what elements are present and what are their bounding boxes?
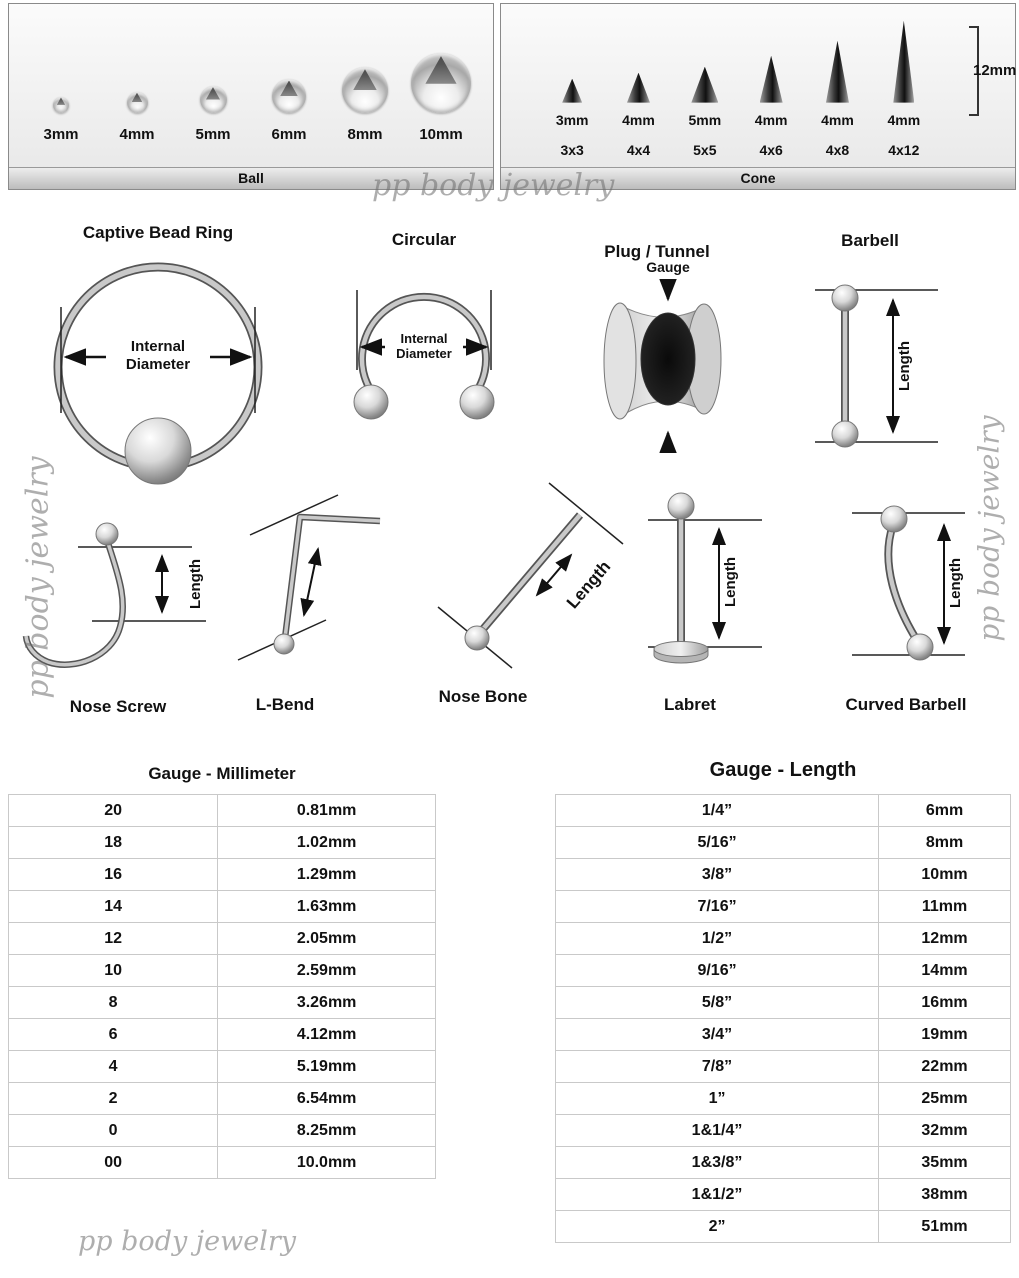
gauge-length-row: [556, 827, 1011, 859]
ball-size-label: 5mm: [195, 125, 231, 143]
jewelry-diagrams-section: [0, 195, 1019, 753]
jewelry-diagrams-canvas: [0, 195, 1019, 753]
millimeter-cell: 6.54mm: [218, 1083, 436, 1115]
gauge-length-row: [556, 1179, 1011, 1211]
gauge-mm-row: [9, 955, 436, 987]
gauge-cell: 16: [9, 859, 218, 891]
gauge-mm-row: [9, 1051, 436, 1083]
cone-size-label: 3mm: [555, 111, 589, 128]
gauge-length-row: [556, 891, 1011, 923]
barbell-diagram: [815, 285, 938, 447]
gauge-length-table: [555, 794, 1011, 1243]
cone-row: [501, 16, 1015, 159]
ball-size-label: 6mm: [271, 125, 307, 143]
cone-item: [738, 16, 804, 159]
inch-cell: 9/16”: [556, 955, 879, 987]
gauge-length-title: Gauge - Length: [709, 759, 857, 781]
ball-end-icon: [354, 385, 388, 419]
millimeter-cell: 2.59mm: [218, 955, 436, 987]
length-cell: 8mm: [879, 827, 1011, 859]
ball-4mm-icon: [127, 92, 148, 113]
ball-end-icon: [460, 385, 494, 419]
gauge-mm-row: [9, 795, 436, 827]
gauge-length-row: [556, 1115, 1011, 1147]
cone-size-label: 4mm: [887, 111, 921, 128]
gauge-length-row: [556, 1083, 1011, 1115]
millimeter-cell: 3.26mm: [218, 987, 436, 1019]
cone-3x3-icon: [562, 79, 582, 103]
barbell-length-label: Length: [896, 341, 913, 391]
gauge-length-row: [556, 1051, 1011, 1083]
cone-dims-label: 4x4: [626, 141, 651, 158]
ball-size-label: 4mm: [119, 125, 155, 143]
length-cell: 32mm: [879, 1115, 1011, 1147]
cone-item: [605, 16, 671, 159]
inch-cell: 1/4”: [556, 795, 879, 827]
length-cell: 51mm: [879, 1211, 1011, 1243]
cone-4x4-icon: [627, 73, 650, 103]
length-cell: 25mm: [879, 1083, 1011, 1115]
gauge-cell: 14: [9, 891, 218, 923]
millimeter-cell: 1.02mm: [218, 827, 436, 859]
inch-cell: 3/4”: [556, 1019, 879, 1051]
gauge-millimeter-table: [8, 794, 436, 1179]
gauge-millimeter-title: Gauge - Millimeter: [148, 764, 296, 783]
gauge-cell: 4: [9, 1051, 218, 1083]
millimeter-cell: 5.19mm: [218, 1051, 436, 1083]
cone-size-label: 5mm: [688, 111, 722, 128]
ball-end-icon: [668, 493, 694, 519]
l-bend-title: L-Bend: [255, 695, 315, 714]
inch-cell: 2”: [556, 1211, 879, 1243]
millimeter-cell: 1.63mm: [218, 891, 436, 923]
cone-dims-label: 5x5: [693, 141, 717, 158]
circular-title: Circular: [391, 230, 457, 249]
ball-item: [251, 16, 327, 144]
gauge-length-row: [556, 987, 1011, 1019]
inch-cell: 1”: [556, 1083, 879, 1115]
length-cell: 35mm: [879, 1147, 1011, 1179]
ball-end-icon: [832, 285, 858, 311]
gauge-length-row: [556, 923, 1011, 955]
cone-5x5-icon: [691, 67, 718, 103]
gauge-cell: 20: [9, 795, 218, 827]
gauge-mm-row: [9, 1019, 436, 1051]
gauge-length-row: [556, 1147, 1011, 1179]
inch-cell: 7/8”: [556, 1051, 879, 1083]
watermark-top: pp body jewelry: [372, 168, 615, 203]
length-cell: 10mm: [879, 859, 1011, 891]
gauge-cell: 6: [9, 1019, 218, 1051]
ball-item: [23, 16, 99, 144]
length-cell: 38mm: [879, 1179, 1011, 1211]
captive-bead-ring-diagram: [58, 267, 258, 484]
plug-tunnel-title: Plug / Tunnel: [604, 242, 710, 261]
length-cell: 6mm: [879, 795, 1011, 827]
circular-internal-diameter-label: Internal Diameter: [385, 331, 463, 362]
ball-item: [175, 16, 251, 144]
length-cell: 16mm: [879, 987, 1011, 1019]
millimeter-cell: 0.81mm: [218, 795, 436, 827]
nose-bone-length-label: Length: [562, 557, 615, 613]
ball-end-icon: [907, 634, 933, 660]
labret-disc-icon: [654, 642, 708, 657]
cbr-title: Captive Bead Ring: [82, 223, 234, 242]
ball-size-label: 8mm: [347, 125, 383, 143]
gauge-mm-row: [9, 1147, 436, 1179]
l-bend-diagram: [238, 495, 380, 660]
ball-row: [9, 16, 493, 144]
ball-5mm-icon: [200, 86, 227, 113]
cone-size-label: 4mm: [754, 111, 788, 128]
gauge-mm-row: [9, 891, 436, 923]
watermark-right: pp body jewelry: [972, 415, 1006, 642]
gauge-mm-row: [9, 987, 436, 1019]
watermark-left: pp body jewelry: [20, 456, 56, 699]
cone-dims-label: 4x8: [825, 141, 850, 158]
cone-4x12-icon: [893, 21, 914, 103]
ball-size-label: 3mm: [43, 125, 79, 143]
cone-item: [672, 16, 738, 159]
millimeter-cell: 4.12mm: [218, 1019, 436, 1051]
labret-title: Labret: [664, 695, 716, 714]
watermark-bottom: pp body jewelry: [78, 1226, 297, 1257]
gauge-cell: 0: [9, 1115, 218, 1147]
ball-8mm-icon: [342, 67, 388, 113]
cone-item: [871, 16, 937, 159]
tunnel-bore-icon: [641, 313, 695, 405]
cone-4x8-icon: [826, 41, 849, 103]
inch-cell: 5/8”: [556, 987, 879, 1019]
inch-cell: 5/16”: [556, 827, 879, 859]
gauge-cell: 00: [9, 1147, 218, 1179]
ball-item: [403, 16, 479, 144]
nose-screw-length-label: Length: [187, 559, 204, 609]
gauge-mm-row: [9, 923, 436, 955]
barbell-title: Barbell: [841, 231, 899, 250]
ball-end-icon: [881, 506, 907, 532]
nose-bone-title: Nose Bone: [438, 687, 528, 706]
cone-dims-label: 4x6: [759, 141, 783, 158]
length-cell: 22mm: [879, 1051, 1011, 1083]
ball-end-icon: [274, 634, 294, 654]
length-cell: 19mm: [879, 1019, 1011, 1051]
inch-cell: 1&3/8”: [556, 1147, 879, 1179]
ball-size-label: 10mm: [419, 125, 463, 143]
cone-size-label: 4mm: [622, 111, 655, 128]
millimeter-cell: 10.0mm: [218, 1147, 436, 1179]
length-cell: 12mm: [879, 923, 1011, 955]
gauge-length-row: [556, 1019, 1011, 1051]
cone-size-panel: [500, 3, 1016, 190]
ball-10mm-icon: [411, 53, 471, 113]
bracket-height-label: 12mm: [973, 62, 1017, 79]
cone-dims-label: 4x12: [888, 141, 920, 158]
gauge-length-row: [556, 795, 1011, 827]
ball-3mm-icon: [53, 97, 69, 113]
length-cell: 14mm: [879, 955, 1011, 987]
ball-6mm-icon: [272, 79, 306, 113]
gauge-cell: 18: [9, 827, 218, 859]
labret-length-label: Length: [722, 557, 739, 607]
cone-item: [539, 16, 605, 159]
cone-panel-caption: Cone: [501, 167, 1015, 189]
plug-gauge-label: Gauge: [646, 259, 690, 275]
labret-diagram: [648, 493, 762, 663]
inch-cell: 3/8”: [556, 859, 879, 891]
nose-screw-diagram: [26, 523, 206, 665]
gauge-cell: 2: [9, 1083, 218, 1115]
ball-item: [99, 16, 175, 144]
inch-cell: 1&1/2”: [556, 1179, 879, 1211]
millimeter-cell: 8.25mm: [218, 1115, 436, 1147]
cone-item: [804, 16, 870, 159]
gauge-cell: 12: [9, 923, 218, 955]
ball-item: [327, 16, 403, 144]
millimeter-cell: 2.05mm: [218, 923, 436, 955]
ball-panel-caption: Ball: [9, 167, 493, 189]
cbr-internal-diameter-label: Internal Diameter: [106, 338, 210, 373]
gauge-length-row: [556, 859, 1011, 891]
cone-size-label: 4mm: [821, 111, 854, 128]
length-cell: 11mm: [879, 891, 1011, 923]
ball-size-panel: [8, 3, 494, 190]
gauge-cell: 8: [9, 987, 218, 1019]
nose-screw-title: Nose Screw: [69, 697, 167, 716]
gauge-mm-row: [9, 1115, 436, 1147]
inch-cell: 7/16”: [556, 891, 879, 923]
gauge-mm-row: [9, 1083, 436, 1115]
gauge-mm-row: [9, 827, 436, 859]
gauge-length-row: [556, 1211, 1011, 1243]
millimeter-cell: 1.29mm: [218, 859, 436, 891]
bead-icon: [125, 418, 191, 484]
ball-end-icon: [96, 523, 118, 545]
curved-barbell-length-label: Length: [947, 558, 964, 608]
cone-4x6-icon: [760, 56, 783, 103]
gauge-mm-row: [9, 859, 436, 891]
curved-barbell-title: Curved Barbell: [845, 695, 967, 714]
inch-cell: 1/2”: [556, 923, 879, 955]
ball-end-icon: [465, 626, 489, 650]
plug-tunnel-diagram: [604, 281, 721, 453]
gauge-cell: 10: [9, 955, 218, 987]
inch-cell: 1&1/4”: [556, 1115, 879, 1147]
ball-end-icon: [832, 421, 858, 447]
cone-dims-label: 3x3: [560, 141, 584, 158]
gauge-length-row: [556, 955, 1011, 987]
